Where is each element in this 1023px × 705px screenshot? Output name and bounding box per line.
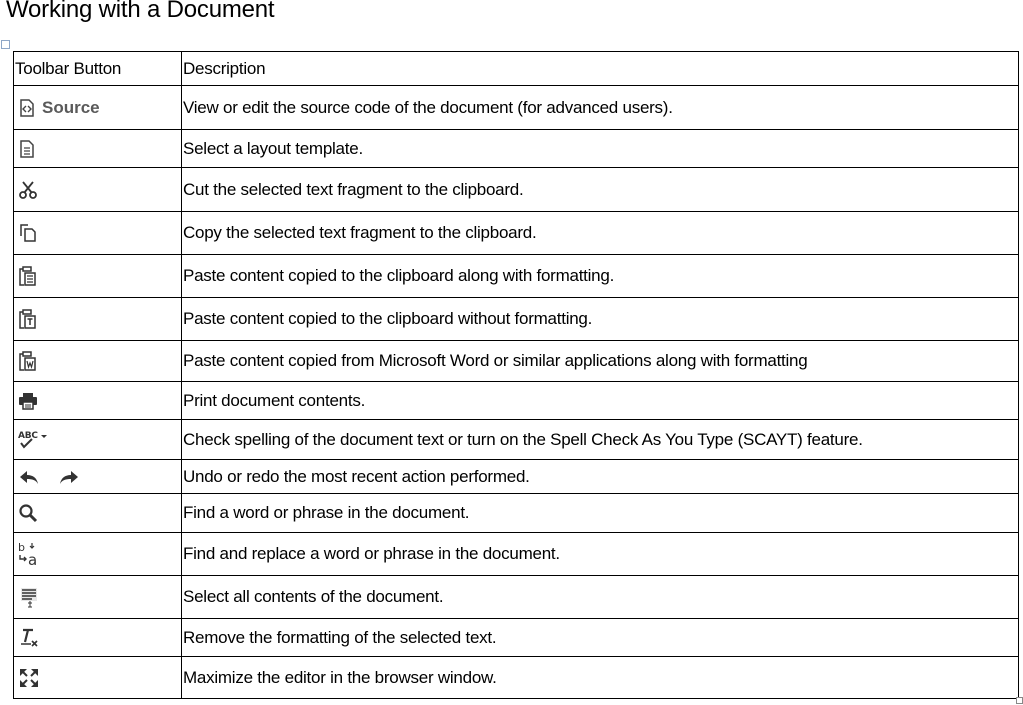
paste-text-icon bbox=[18, 308, 181, 330]
page-title: Working with a Document bbox=[6, 0, 275, 23]
row-description: Find and replace a word or phrase in the document. bbox=[182, 533, 1019, 576]
table-row bbox=[14, 657, 1019, 699]
table-row bbox=[14, 382, 1019, 420]
table-row bbox=[14, 533, 1019, 576]
row-description: Remove the formatting of the selected text. bbox=[182, 619, 1019, 657]
maximize-icon bbox=[18, 667, 181, 689]
table-header-row bbox=[14, 52, 1019, 86]
table-row bbox=[14, 255, 1019, 298]
table-row bbox=[14, 619, 1019, 657]
undo-icon bbox=[18, 469, 40, 485]
replace-icon bbox=[18, 541, 181, 567]
row-description: Copy the selected text fragment to the clipboard. bbox=[182, 212, 1019, 255]
table-row bbox=[14, 130, 1019, 168]
row-description: Paste content copied to the clipboard without formatting. bbox=[182, 298, 1019, 341]
print-icon bbox=[18, 392, 181, 410]
row-description: Print document contents. bbox=[182, 382, 1019, 420]
source-button-label: Source bbox=[42, 97, 100, 117]
row-description: Maximize the editor in the browser window. bbox=[182, 657, 1019, 699]
table-row bbox=[14, 168, 1019, 212]
row-description: Paste content copied from Microsoft Word or similar applications along with formatting bbox=[182, 341, 1019, 382]
select-all-icon bbox=[18, 586, 181, 608]
table-row bbox=[14, 86, 1019, 130]
table-resize-handle[interactable] bbox=[1016, 697, 1023, 704]
spell-check-icon bbox=[18, 429, 181, 451]
row-description: Cut the selected text fragment to the clipboard. bbox=[182, 168, 1019, 212]
row-description: Find a word or phrase in the document. bbox=[182, 494, 1019, 533]
row-description: Paste content copied to the clipboard along with formatting. bbox=[182, 255, 1019, 298]
svg-text:a: a bbox=[28, 551, 37, 567]
toolbar-buttons-table bbox=[13, 51, 1019, 699]
row-description: Undo or redo the most recent action performed. bbox=[182, 460, 1019, 494]
row-description: Select all contents of the document. bbox=[182, 576, 1019, 619]
paste-from-word-icon bbox=[18, 350, 181, 372]
row-description: Select a layout template. bbox=[182, 130, 1019, 168]
templates-icon bbox=[18, 140, 181, 158]
row-description: Check spelling of the document text or turn on the Spell Check As You Type (SCAYT) feature. bbox=[182, 420, 1019, 460]
copy-icon bbox=[18, 223, 181, 243]
header-toolbar-button: Toolbar Button bbox=[14, 52, 182, 86]
source-button[interactable] bbox=[18, 98, 181, 118]
table-row bbox=[14, 420, 1019, 460]
table-row bbox=[14, 494, 1019, 533]
paste-icon bbox=[18, 265, 181, 287]
find-icon bbox=[18, 503, 181, 523]
table-row bbox=[14, 460, 1019, 494]
remove-format-icon bbox=[18, 627, 181, 649]
table-move-handle[interactable] bbox=[1, 40, 10, 49]
svg-text:ABC: ABC bbox=[18, 430, 38, 441]
header-description: Description bbox=[182, 52, 1019, 86]
svg-text:b: b bbox=[18, 541, 25, 554]
table-row bbox=[14, 576, 1019, 619]
row-description: View or edit the source code of the document (for advanced users). bbox=[182, 86, 1019, 130]
cut-icon bbox=[18, 180, 181, 200]
redo-icon bbox=[58, 469, 80, 485]
table-row bbox=[14, 212, 1019, 255]
table-row bbox=[14, 341, 1019, 382]
table-row bbox=[14, 298, 1019, 341]
source-icon bbox=[18, 99, 36, 117]
